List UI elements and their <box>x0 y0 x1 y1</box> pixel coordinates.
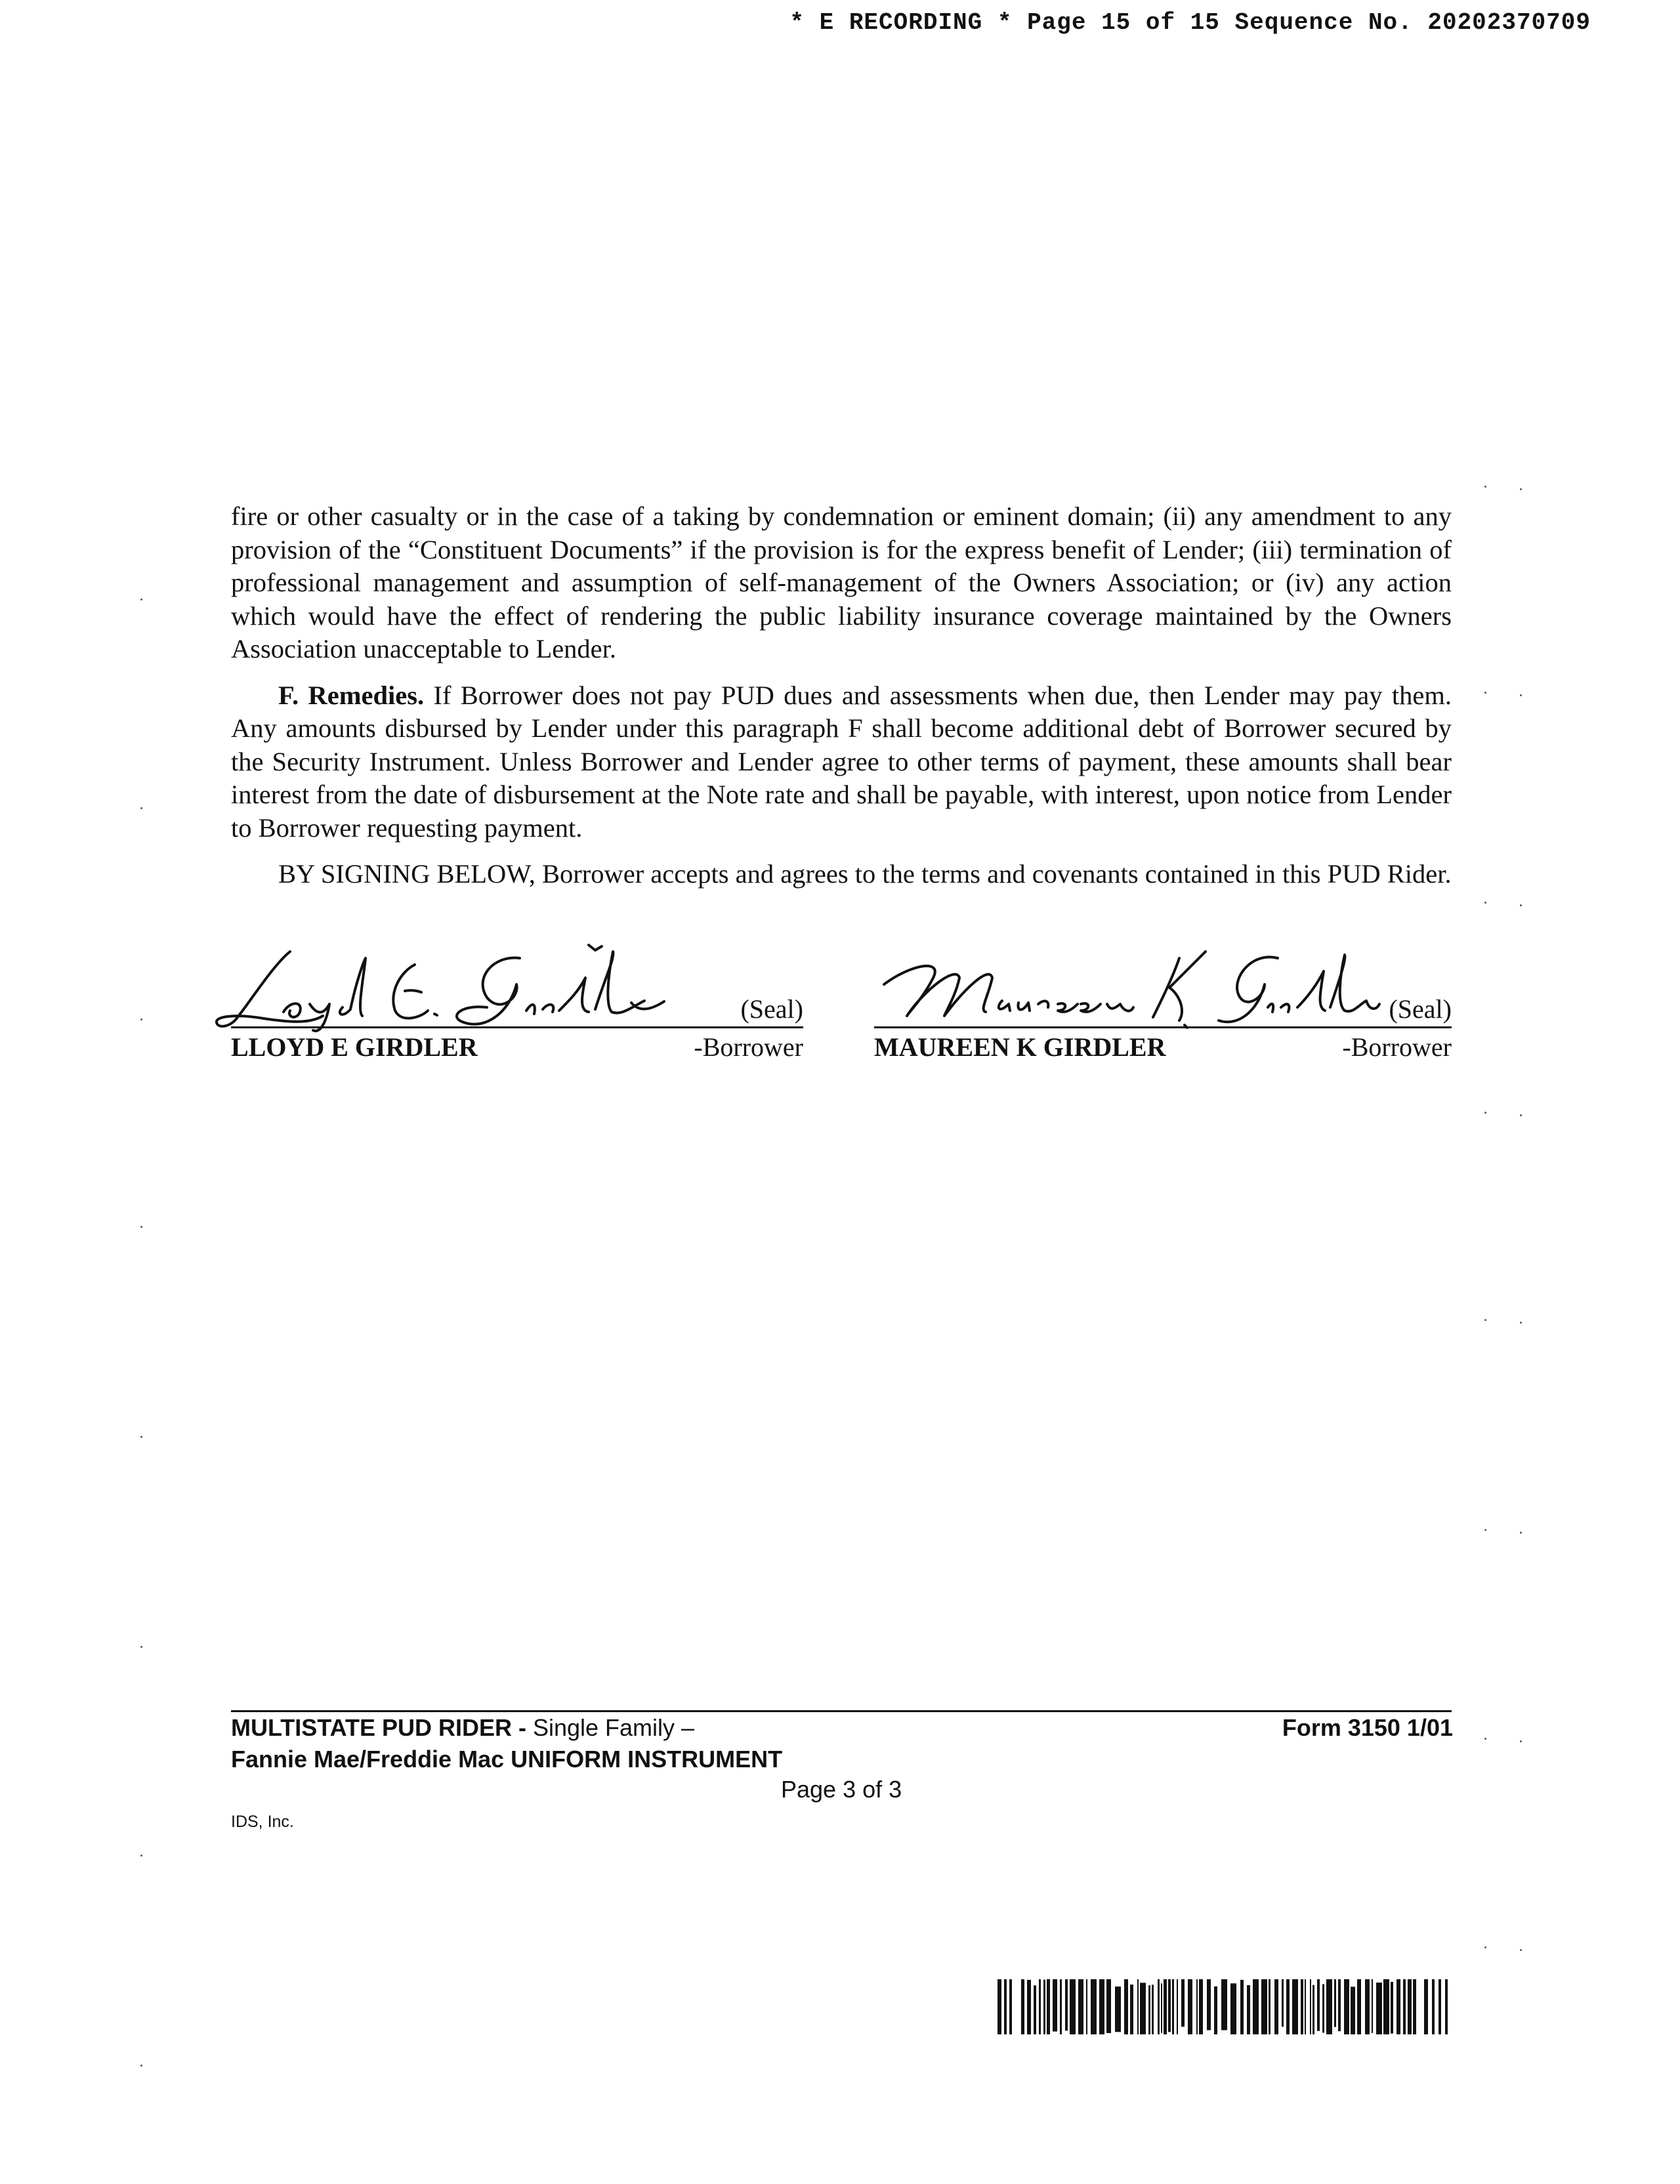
footer-instrument: Fannie Mae/Freddie Mac UNIFORM INSTRUMENT <box>231 1746 783 1773</box>
scan-speck <box>140 1646 142 1648</box>
signer-role: -Borrower <box>694 1032 803 1062</box>
footer-title-rest: Single Family – <box>526 1714 695 1741</box>
handwritten-signature-maureen <box>871 938 1396 1037</box>
signature-line <box>231 1026 803 1028</box>
scan-speck <box>1484 1319 1486 1321</box>
form-number: Form 3150 1/01 <box>1282 1714 1453 1741</box>
remedies-text: If Borrower does not pay PUD dues and assessments when due, then Lender may pay them. Any amounts disbursed by Lender under this paragraph F shall become additional debt of Borrower secured by the Security Instrument. Unless Borrower and Lender agree to other terms of payment, these amounts shall bear interest from the date of disbursement at the Note rate and shall be payable, with interest, upon notice from Lender to Borrower requesting payment. <box>231 680 1452 843</box>
scan-speck <box>1484 486 1486 488</box>
scan-speck <box>1484 902 1486 904</box>
scan-speck <box>1520 904 1522 906</box>
footer-title-bold: MULTISTATE PUD RIDER - <box>231 1714 526 1741</box>
signature-block-maureen <box>874 945 1452 1070</box>
document-body <box>231 500 1452 904</box>
page-number: Page 3 of 3 <box>781 1776 902 1803</box>
barcode-icon <box>998 1979 1450 2034</box>
remedies-heading: F. Remedies. <box>278 680 425 710</box>
scan-speck <box>1520 1740 1522 1742</box>
scan-speck <box>1484 692 1486 694</box>
scan-speck <box>1520 1322 1522 1324</box>
paragraph-continuation: fire or other casualty or in the case of a taking by condemnation or eminent domain; (ii) any amendment to any provision of the “Constituent Documents” if the provision is for the express benefit of Lender; (iii) termination of professional management and assumption of self-management of the Owners Association; or (iv) any action which would have the effect of rendering the public liability insurance coverage maintained by the Owners Association unacceptable to Lender. <box>231 501 1452 663</box>
seal-label: (Seal) <box>740 994 803 1024</box>
scan-speck <box>1520 694 1522 696</box>
scan-speck <box>140 1018 142 1020</box>
handwritten-signature-lloyd <box>211 938 684 1037</box>
scan-speck <box>1484 1529 1486 1531</box>
scan-speck <box>1520 488 1522 490</box>
signer-name: LLOYD E GIRDLER <box>231 1032 478 1062</box>
scan-speck <box>140 2065 142 2067</box>
scan-speck <box>140 807 142 809</box>
footer-form-title <box>231 1714 694 1742</box>
recording-header: * E RECORDING * Page 15 of 15 Sequence No. 20202370709 <box>789 9 1591 36</box>
scan-speck <box>140 1855 142 1857</box>
signature-line <box>874 1026 1452 1028</box>
signer-role: -Borrower <box>1342 1032 1452 1062</box>
seal-label: (Seal) <box>1389 994 1452 1024</box>
scan-speck <box>1484 1738 1486 1740</box>
signature-block-lloyd <box>231 945 803 1070</box>
scan-speck <box>140 598 142 600</box>
scan-speck <box>1484 1112 1486 1114</box>
scan-speck <box>1520 1949 1522 1951</box>
scan-speck <box>1520 1114 1522 1116</box>
paragraph-signing: BY SIGNING BELOW, Borrower accepts and agrees to the terms and covenants contained in this PUD Rider. <box>278 859 1452 889</box>
scan-speck <box>1484 1946 1486 1948</box>
signer-name: MAUREEN K GIRDLER <box>874 1032 1166 1062</box>
footer-divider <box>231 1710 1452 1712</box>
company-name: IDS, Inc. <box>231 1813 294 1831</box>
scan-speck <box>1520 1532 1522 1534</box>
scan-speck <box>140 1226 142 1228</box>
scan-speck <box>140 1436 142 1438</box>
paragraph-remedies <box>231 679 1452 845</box>
